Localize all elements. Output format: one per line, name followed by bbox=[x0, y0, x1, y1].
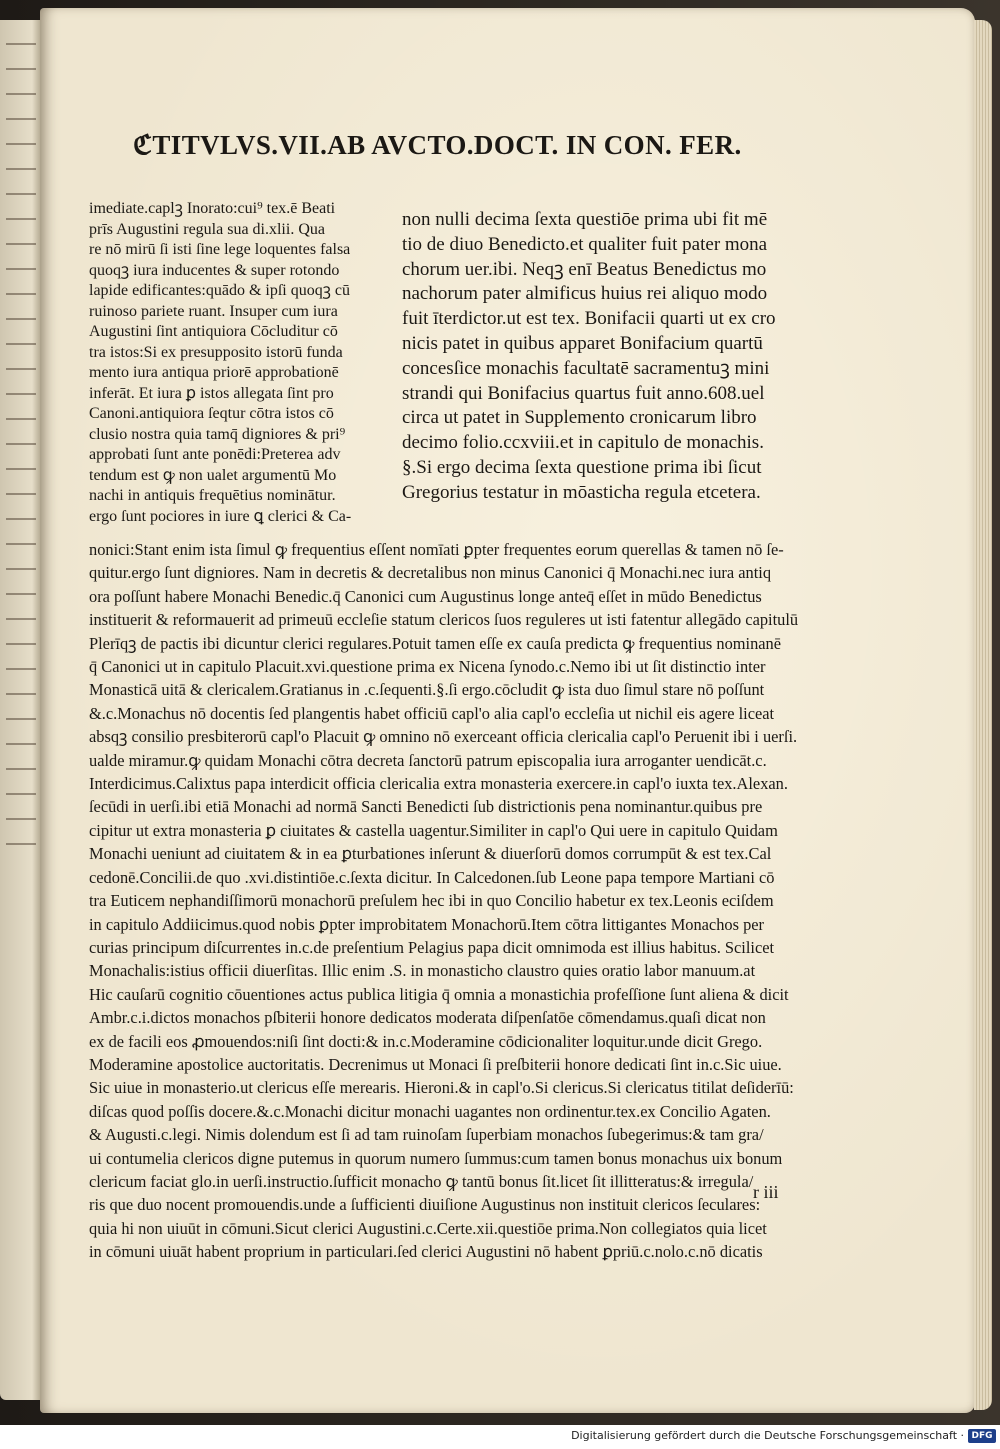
text-line: tra istos:Si ex presupposito istorū funda bbox=[89, 343, 343, 361]
text-line: tra Euticem nephandiſſimorū monachorū preſulem hec ibi in quo Concilio habetur ex tex.Leonis eciſdem bbox=[89, 891, 774, 911]
text-line: strandi qui Bonifacius quartus fuit anno.608.uel bbox=[402, 382, 765, 404]
right-column bbox=[402, 208, 842, 506]
text-line: ui contumelia clericos digne putemus in quorum numero ſummus:cum tamen bonus monachus uix bonum bbox=[89, 1148, 783, 1168]
text-line: &.c.Monachus nō docentis ſed plangentis habet officiū capl'o alia capl'o eccleſia ut nichil eis agere liceat bbox=[89, 703, 775, 723]
text-line: absqꝫ consilio presbiterorū capl'o Placuit ꝙ omnino nō exerceant officia clericalia capl'o Peruenit ibi i uerſi. bbox=[89, 727, 798, 747]
left-column bbox=[89, 199, 389, 527]
text-line: Interdicimus.Calixtus papa interdicit officia clericalia extra monasteria exercere.in capl'o iuxta tex.Alexan. bbox=[89, 774, 788, 794]
text-line: Augustini ſint antiquiora Cōcluditur cō bbox=[89, 323, 338, 340]
text-line: tio de diuo Benedicto.et qualiter fuit pater mona bbox=[402, 233, 768, 255]
funding-credit: Digitalisierung gefördert durch die Deutsche Forschungsgemeinschaft · bbox=[571, 1429, 964, 1442]
text-line: concesſice monachis facultatē sacramentuꝫ mini bbox=[402, 357, 770, 379]
text-line: nachi in antiquis frequētius nominātur. bbox=[89, 487, 336, 504]
full-width-text bbox=[89, 538, 829, 1264]
text-line: Gregorius testatur in mōasticha regula etcetera. bbox=[402, 481, 761, 503]
chapter-heading: ℭTITVLVS.VII.AB AVCTO.DOCT. IN CON. FER. bbox=[133, 130, 742, 160]
text-line: diſcas quod poſſis docere.&.c.Monachi dicitur monachi uagantes non ordinentur.tex.ex Concilio Agaten. bbox=[89, 1101, 771, 1121]
text-line: ruinoso pariete ruant. Insuper cum iura bbox=[89, 302, 338, 320]
text-line: Sic uiue in monasterio.ut clericus eſſe merearis. Hieroni.& in capl'o.Si clericus.Si clericatus titilat deſiderīū: bbox=[89, 1078, 794, 1098]
text-line: instituerit & reformauerit ad primeuū eccleſie statum clericos ſuos reguleres ut isti fatentur allegādo capitulū bbox=[89, 610, 799, 630]
text-line: chorum uer.ibi. Neqꝫ enī Beatus Benedictus mo bbox=[402, 258, 767, 280]
text-line: re nō mirū ſi isti ſine lege loquentes falsa bbox=[89, 241, 351, 258]
text-line: lapide edificantes:quādo & ipſi quoqꝫ cū bbox=[89, 282, 350, 299]
text-line: Ambr.c.i.dictos monachos pſbiterii honore dedicatos moderata diſpenſatōe cōmendamus.quaſi dicat non bbox=[89, 1008, 766, 1028]
text-line: mento iura antiqua priorē approbationē bbox=[89, 364, 339, 381]
text-line: nicis patet in quibus apparet Bonifacium quartū bbox=[402, 332, 763, 354]
text-line: cipitur ut extra monasteria ꝑ ciuitates & castella uagentur.Similiter in capl'o Qui uere in capitulo Quidam bbox=[89, 820, 778, 840]
text-line: quia hi non uiuūt in cōmuni.Sicut clerici Augustini.c.Certe.xii.questiōe prima.Non collegiatos quia licet bbox=[89, 1218, 767, 1238]
text-line: §.Si ergo decima ſexta questione prima ibi ſicut bbox=[402, 456, 762, 478]
text-line: Monachi ueniunt ad ciuitatem & in ea ꝑturbationes inſerunt & diuerſorū domos corrumpūt & est tex.Cal bbox=[89, 844, 772, 864]
text-line: quitur.ergo ſunt digniores. Nam in decretis & decretalibus non minus Canonici q̄ Monachi.nec iura antiq bbox=[89, 563, 772, 583]
text-line: quoqꝫ iura inducentes & super rotondo bbox=[89, 261, 340, 279]
text-line: fuit īterdictor.ut est tex. Bonifacii quarti ut ex cro bbox=[402, 308, 776, 330]
text-line: prīs Augustini regula sua di.xlii. Qua bbox=[89, 220, 325, 238]
text-line: Moderamine apostolice auctoritatis. Decrenimus ut Monaci ſi preſbiterii honore dedicati ſint in.c.Sic uiue. bbox=[89, 1054, 782, 1074]
adjacent-page-edge bbox=[0, 20, 40, 1400]
text-line: ris que duo nocent promouendis.unde a ſufficienti diuiſione Augustinus non instituit clericos ſeculares: bbox=[89, 1195, 761, 1215]
dfg-logo-icon: DFG bbox=[968, 1429, 996, 1443]
text-line: inferāt. Et iura ꝑ istos allegata ſint pro bbox=[89, 384, 334, 402]
text-line: circa ut patet in Supplemento cronicarum libro bbox=[402, 407, 757, 429]
text-line: tendum est ꝙ non ualet argumentū Mo bbox=[89, 466, 337, 484]
text-line: Hic cauſarū cognitio cōuentiones actus publica litigia q̄ omnia a monastichia profeſſione ſunt aliena & dicit bbox=[89, 984, 789, 1004]
signature-mark: r iii bbox=[753, 1182, 779, 1202]
text-line: q̄ Canonici ut in capitulo Placuit.xvi.questione prima ex Nicena ſynodo.c.Nemo ibi ut ſit distinctio inter bbox=[89, 657, 766, 677]
text-line: clericum faciat glo.in uerſi.instructio.ſufficit monacho ꝙ tantū bonus ſit.licet ſit illitteratus:& irregula/ bbox=[89, 1171, 754, 1191]
page-stack-edge bbox=[974, 20, 992, 1410]
text-line: ergo ſunt pociores in iure ꝗ clerici & Ca- bbox=[89, 507, 352, 525]
footer-bar bbox=[0, 1425, 1000, 1449]
text-line: ex de facili eos ꝓmouendos:niſi ſint docti:& in.c.Moderamine cōdicionaliter loquitur.unde dicit Grego. bbox=[89, 1031, 763, 1051]
text-line: Plerīqꝫ de pactis ibi dicuntur clerici regulares.Potuit tamen eſſe ex cauſa predicta ꝙ frequentius nominanē bbox=[89, 633, 782, 653]
text-line: ora poſſunt habere Monachi Benedic.q̄ Canonici cum Augustinus longe anteq̄ eſſet in mūdo Benedictus bbox=[89, 586, 762, 606]
text-line: Monasticā uitā & clericalem.Gratianus in .c.ſequenti.§.ſi ergo.cōcludit ꝙ ista duo ſimul stare nō poſſunt bbox=[89, 680, 765, 700]
text-line: approbati ſunt ante ponēdi:Preterea adv bbox=[89, 446, 341, 463]
text-line: decimo folio.ccxviii.et in capitulo de monachis. bbox=[402, 432, 764, 454]
text-line: in capitulo Addiicimus.quod nobis ꝑpter improbitatem Monachorū.Item cōtra littigantes Monachos per bbox=[89, 914, 765, 934]
text-line: curias principum diſcurrentes in.c.de preſentium Pelagius papa dicit omnimoda est illius habitus. Scilicet bbox=[89, 937, 775, 957]
text-line: ualde miramur.ꝙ quidam Monachi cōtra decreta ſanctorū patrum episcopalia iura arroganter uendicāt.c. bbox=[89, 750, 767, 770]
text-line: Monachalis:istius officii diuerſitas. Illic enim .S. in monasticho claustro quies oratio labor manuum.at bbox=[89, 961, 756, 981]
text-line: clusio nostra quia tamq̄ digniores & pri⁹ bbox=[89, 425, 346, 443]
text-line: nonici:Stant enim ista ſimul ꝙ frequentius eſſent nomīati ꝑpter frequentes eorum querellas & tamen nō ſe- bbox=[89, 540, 784, 559]
text-line: Canoni.antiquiora ſeqtur cōtra istos cō bbox=[89, 405, 334, 422]
text-line: imediate.caplꝫ Inorato:cui⁹ tex.ē Beati bbox=[89, 200, 336, 217]
text-line: in cōmuni uiuāt habent proprium in particulari.ſed clerici Augustini nō habent ꝑpriū.c.nolo.c.nō dicatis bbox=[89, 1242, 763, 1262]
text-line: nachorum pater almificus huius rei aliquo modo bbox=[402, 283, 768, 305]
text-line: ſecūdi in uerſi.ibi etiā Monachi ad normā Sancti Benedicti ſub districtionis pena nominantur.quibus pre bbox=[89, 797, 763, 817]
text-line: & Augusti.c.legi. Nimis dolendum est ſi ad tam ruinoſam ſuperbiam monachos ſubegerimus:& tam gra/ bbox=[89, 1125, 764, 1145]
text-line: non nulli decima ſexta questiōe prima ubi fit mē bbox=[402, 209, 768, 230]
text-line: cedonē.Concilii.de quo .xvi.distintiōe.c.ſexta dicitur. In Calcedonen.ſub Leone papa tempore Martiani cō bbox=[89, 867, 775, 887]
